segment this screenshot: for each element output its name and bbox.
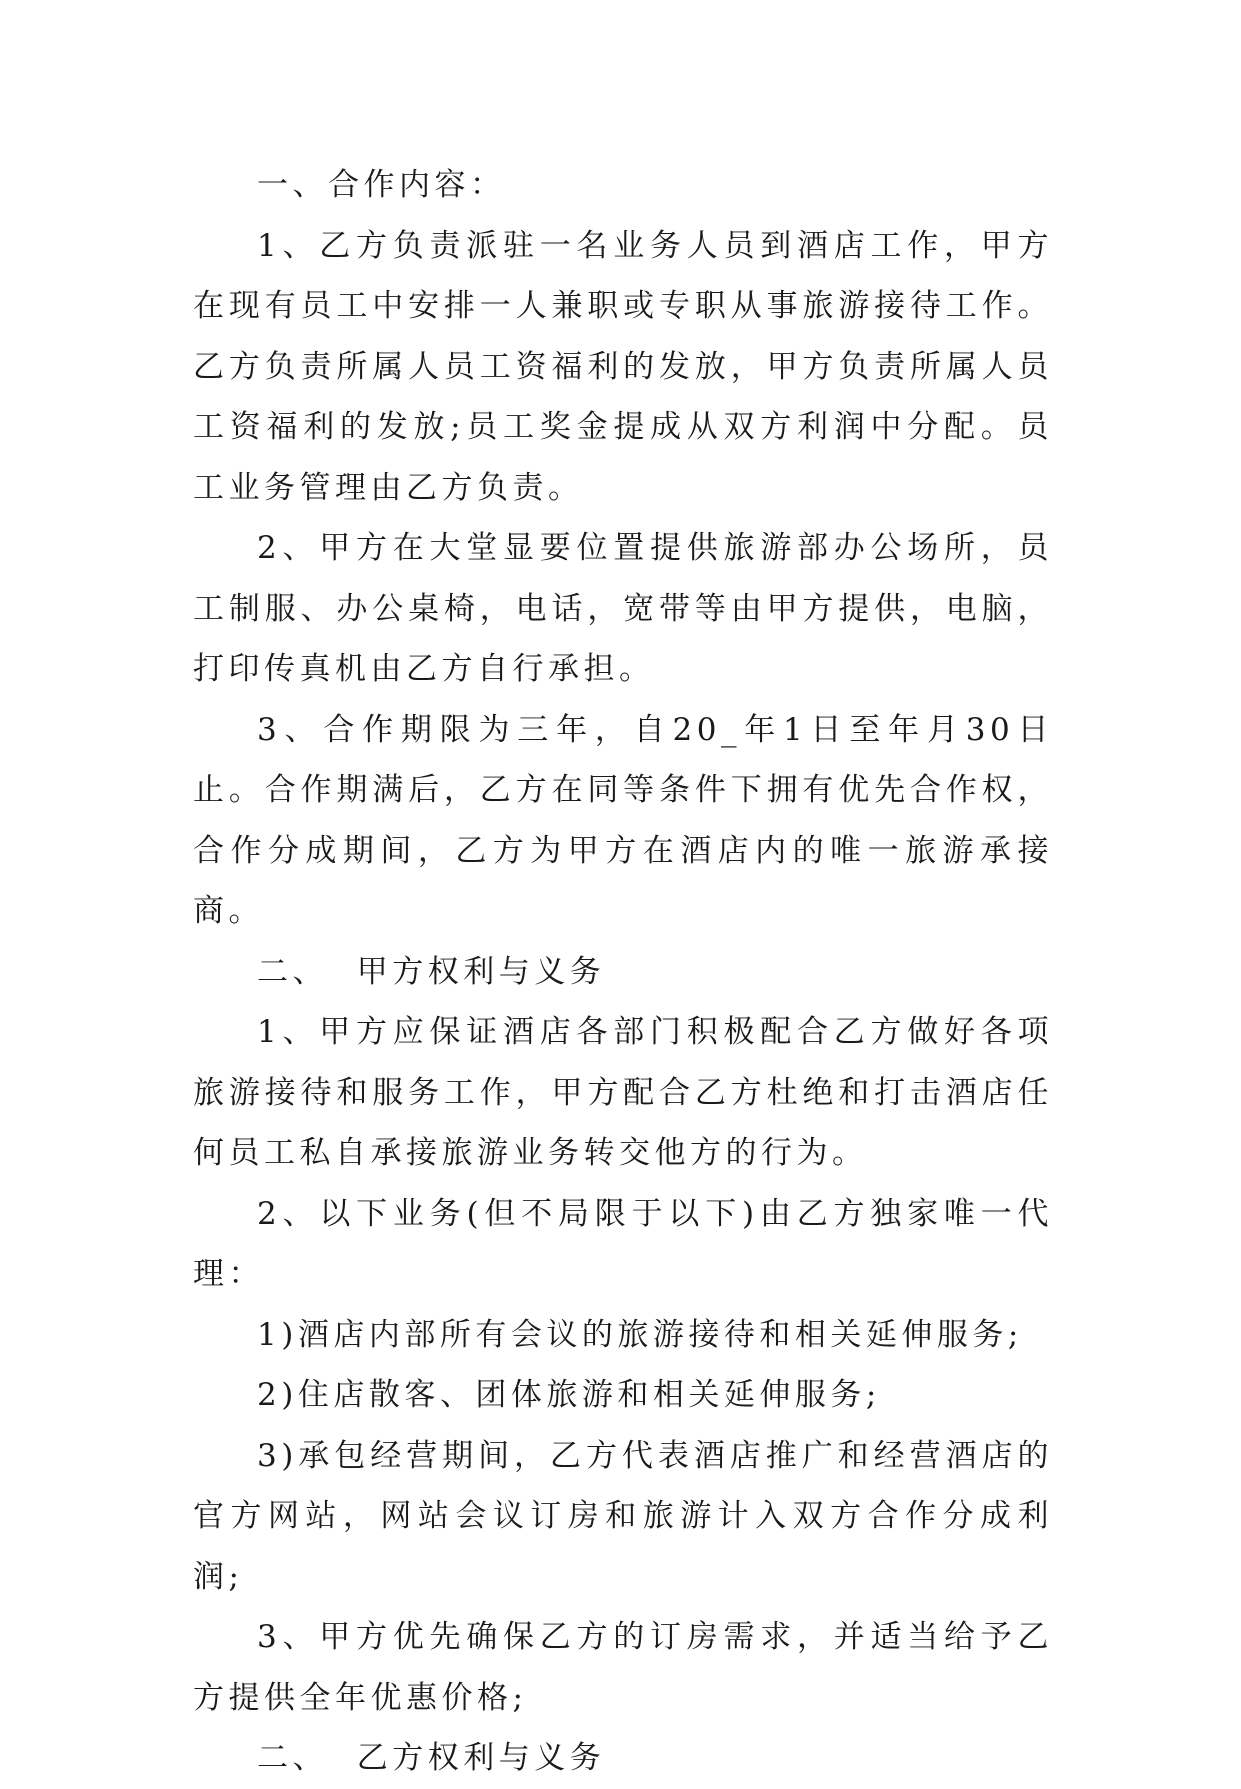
paragraph-term: 3、合作期限为三年，自20_年1日至年月30日止。合作期满后，乙方在同等条件下拥有优先合作权，合作分成期间，乙方为甲方在酒店内的唯一旅游承接商。 — [193, 711, 1053, 929]
list-item-guests: 2)住店散客、团体旅游和相关延伸服务; — [257, 1377, 881, 1413]
section-heading-party-b: 二、 乙方权利与义务 — [257, 1740, 606, 1776]
paragraph-room-priority: 3、甲方优先确保乙方的订房需求，并适当给予乙方提供全年优惠价格; — [193, 1619, 1053, 1716]
paragraph-staffing: 1、乙方负责派驻一名业务人员到酒店工作，甲方在现有员工中安排一人兼职或专职从事旅游接待工作。乙方负责所属人员工资福利的发放，甲方负责所属人员工资福利的发放;员工奖金提成从双方利润中分配。员工业务管理由乙方负责。 — [193, 227, 1053, 506]
paragraph-exclusive-agency: 2、以下业务(但不局限于以下)由乙方独家唯一代理： — [193, 1195, 1053, 1292]
document-body — [193, 155, 1053, 1789]
paragraph-party-a-cooperation: 1、甲方应保证酒店各部门积极配合乙方做好各项旅游接待和服务工作，甲方配合乙方杜绝和打击酒店任何员工私自承接旅游业务转交他方的行为。 — [193, 1014, 1053, 1171]
paragraph-office-facilities: 2、甲方在大堂显要位置提供旅游部办公场所，员工制服、办公桌椅，电话，宽带等由甲方提供，电脑，打印传真机由乙方自行承担。 — [193, 530, 1053, 687]
list-item-website: 3)承包经营期间，乙方代表酒店推广和经营酒店的官方网站，网站会议订房和旅游计入双方合作分成利润; — [193, 1437, 1053, 1595]
list-item-meetings: 1)酒店内部所有会议的旅游接待和相关延伸服务; — [257, 1316, 1023, 1353]
section-heading-party-a: 二、 甲方权利与义务 — [257, 953, 606, 990]
section-heading-cooperation: 一、合作内容： — [257, 167, 506, 203]
